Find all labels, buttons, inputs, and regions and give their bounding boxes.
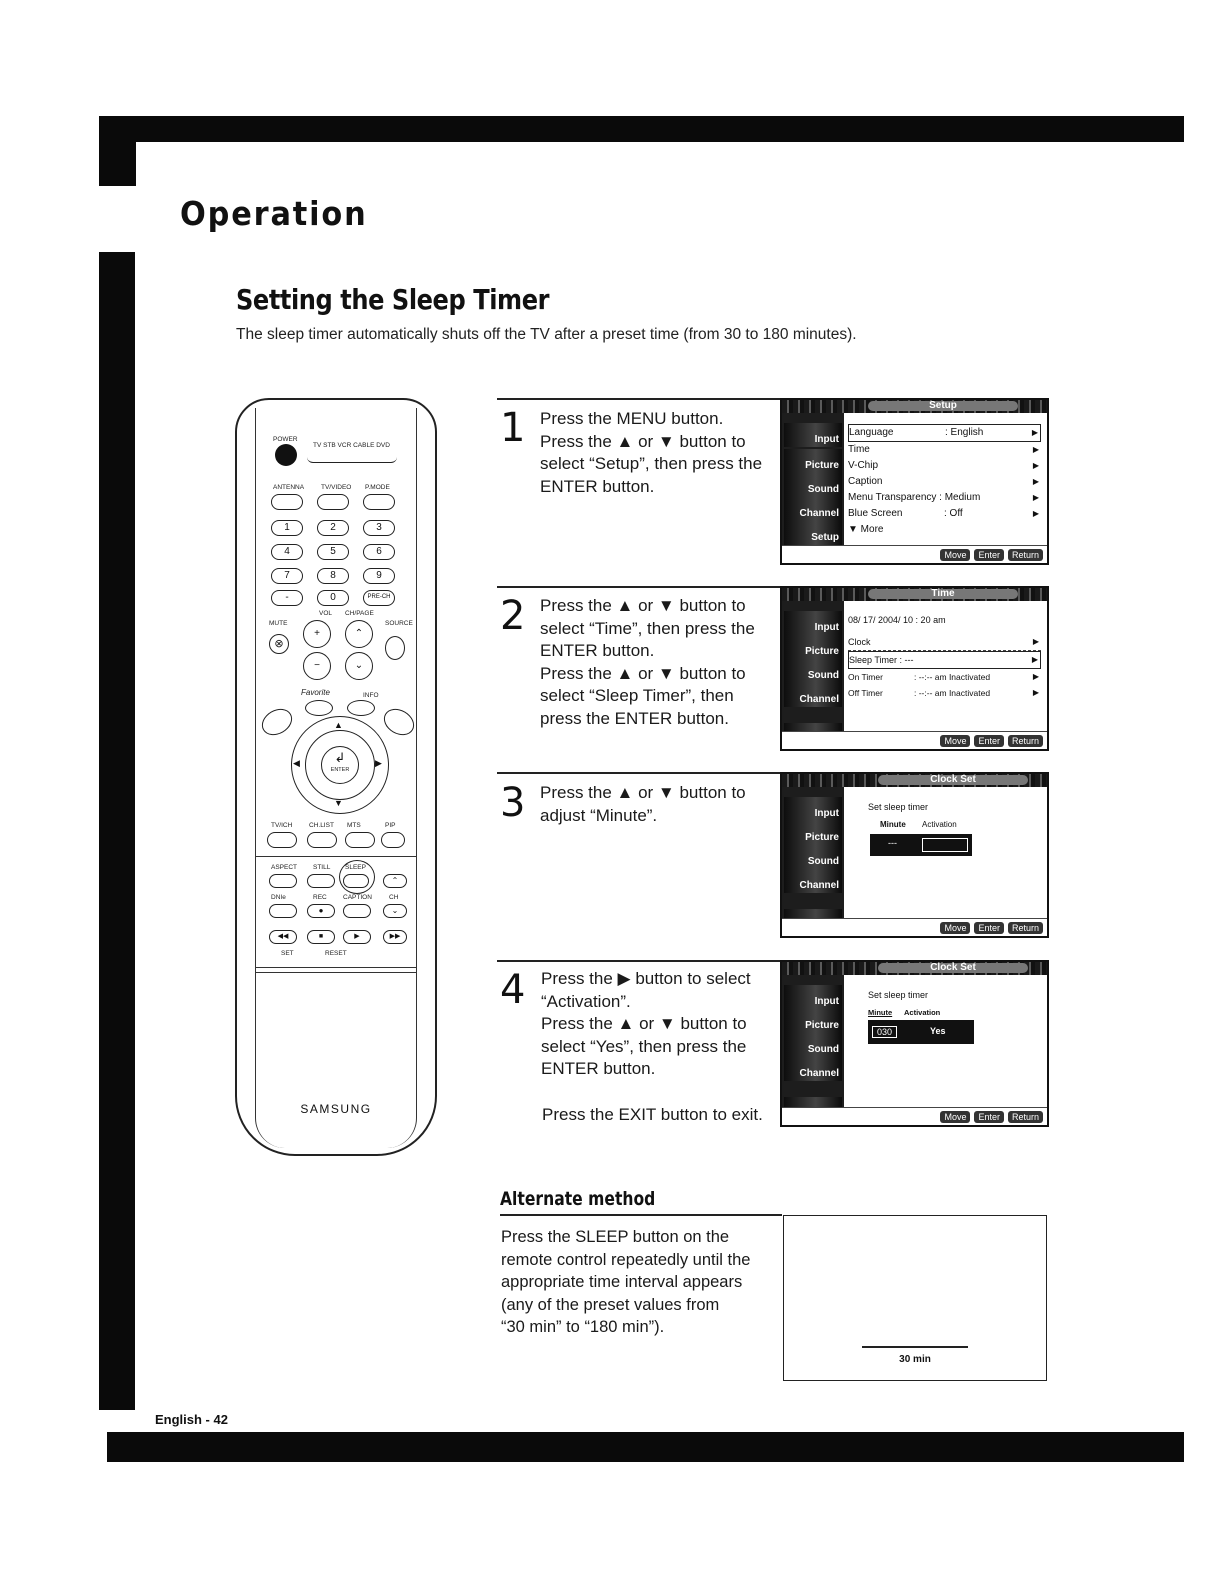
aspect-button xyxy=(269,874,297,888)
ch-label: CH/PAGE xyxy=(345,610,374,617)
osd-sidebar xyxy=(782,787,844,919)
num-button-0: 0 xyxy=(317,590,349,606)
lower-label-ch: CH xyxy=(389,894,399,901)
bottom-bar xyxy=(107,1432,1184,1462)
down-arrow-icon: ▼ xyxy=(334,798,343,808)
osd-row-time: Time ▶ xyxy=(848,442,1041,458)
step-4-text: Press the ▶ button to select “Activation”. Press the ▲ or ▼ button to select “Yes”, then press the ENTER button. xyxy=(541,969,751,1078)
lower-label-aspect: ASPECT xyxy=(271,864,298,871)
vol-up-button: + xyxy=(303,620,331,648)
dnie-button xyxy=(269,904,297,918)
osd-minute-value: 030 xyxy=(872,1026,897,1038)
ch-up-button: ⌃ xyxy=(345,620,373,648)
favorite-button xyxy=(305,700,333,716)
osd-side-channel: Channel xyxy=(784,683,842,707)
num-button-1: 1 xyxy=(271,520,303,536)
osd-sidebar xyxy=(782,975,844,1108)
info-button xyxy=(347,700,375,716)
osd-row-off-timer: Off Timer : --:-- am Inactivated ▶ xyxy=(848,685,1041,701)
step-3-number: 3 xyxy=(500,780,526,826)
sleep-display-value: 30 min xyxy=(899,1354,931,1365)
chevron-right-icon: ▶ xyxy=(1032,672,1039,681)
osd-side-input: Input xyxy=(784,423,842,447)
num-button-9: 9 xyxy=(363,568,395,584)
osd-title: Time xyxy=(868,589,1018,599)
osd-activation-label: Activation xyxy=(922,820,957,829)
still-button xyxy=(307,874,335,888)
chevron-right-icon: ▶ xyxy=(1032,493,1039,502)
num-button-8: 8 xyxy=(317,568,349,584)
osd-screen-time xyxy=(780,586,1049,751)
osd-screen-clock-set-2 xyxy=(780,960,1049,1127)
step-4-exit-text: Press the EXIT button to exit. xyxy=(542,1105,763,1124)
osd-title: Clock Set xyxy=(878,775,1028,785)
mts-button xyxy=(345,832,375,848)
mute-label: MUTE xyxy=(269,620,288,627)
step-2-rule xyxy=(497,586,782,588)
osd-sidebar xyxy=(782,413,844,546)
osd-datetime: 08/ 17/ 2004/ 10 : 20 am xyxy=(848,615,946,625)
ch-down-button: ⌄ xyxy=(345,652,373,680)
osd-side-sound: Sound xyxy=(784,473,842,497)
lower-label-caption: CAPTION xyxy=(343,894,372,901)
tv-ich-button xyxy=(267,832,297,848)
osd-side-setup: Setup xyxy=(784,521,842,545)
page-heading: Setting the Sleep Timer xyxy=(236,283,550,316)
osd-sidebar xyxy=(782,601,844,732)
num-button-3: 3 xyxy=(363,520,395,536)
bottom-label-3: PIP xyxy=(385,822,396,829)
bottom-label-1: CH.LIST xyxy=(309,822,334,829)
alternate-method-rule xyxy=(500,1214,782,1216)
rec-button: ● xyxy=(307,904,335,918)
chevron-right-icon: ▶ xyxy=(1032,477,1039,486)
sleep-display-underline xyxy=(862,1346,968,1348)
osd-side-sound: Sound xyxy=(784,845,842,869)
top-label-1: TV/VIDEO xyxy=(321,484,352,491)
step-1-number: 1 xyxy=(500,405,526,451)
enter-button: ↲ ENTER xyxy=(321,746,359,784)
osd-footer: Move Enter Return xyxy=(782,545,1047,563)
osd-side-channel: Channel xyxy=(784,1057,842,1081)
osd-activation-field xyxy=(922,838,968,852)
alternate-method-text: Press the SLEEP button on the remote control repeatedly until the appropriate time interval appears (any of the preset values from “30 min” to “180 min”). xyxy=(501,1228,751,1336)
antenna-button xyxy=(271,494,303,510)
ch-down-small-button: ⌄ xyxy=(383,904,407,918)
left-bar xyxy=(99,252,135,1410)
osd-row-vchip: V-Chip ▶ xyxy=(848,458,1041,474)
osd-side-picture: Picture xyxy=(784,449,842,473)
dash-button: - xyxy=(271,590,303,606)
osd-row-bluescreen: Blue Screen : Off ▶ xyxy=(848,506,1041,522)
remote-control-illustration xyxy=(235,398,437,1156)
osd-activation-value: Yes xyxy=(930,1026,946,1036)
osd-row-caption: Caption ▶ xyxy=(848,474,1041,490)
osd-side-channel: Channel xyxy=(784,497,842,521)
osd-side-input: Input xyxy=(784,797,842,821)
rewind-button: ◀◀ xyxy=(269,930,297,944)
play-pause-button: ▶ xyxy=(343,930,371,944)
osd-side-input: Input xyxy=(784,611,842,635)
ch-up-small-button: ⌃ xyxy=(383,874,407,888)
step-4-rule xyxy=(497,960,782,962)
num-button-5: 5 xyxy=(317,544,349,560)
lower-label-dnie: DNIe xyxy=(271,894,286,901)
step-3-rule xyxy=(497,772,782,774)
osd-activation-label: Activation xyxy=(904,1008,941,1017)
chevron-right-icon: ▶ xyxy=(1031,655,1038,664)
osd-minute-label: Minute xyxy=(868,1008,893,1017)
step-2-text: Press the ▲ or ▼ button to select “Time”, then press the ENTER button. Press the ▲ or ▼ button to select “Sleep Timer”, then press the ENTER button. xyxy=(540,596,755,728)
osd-side-picture: Picture xyxy=(784,635,842,659)
lower-label-rec: REC xyxy=(313,894,327,901)
tv-video-button xyxy=(317,494,349,510)
right-arrow-icon: ▶ xyxy=(375,758,382,768)
osd-side-picture: Picture xyxy=(784,821,842,845)
osd-sleep-heading: Set sleep timer xyxy=(868,802,929,812)
pre-ch-button: PRE-CH xyxy=(363,590,395,606)
stop-button: ■ xyxy=(307,930,335,944)
set-label: SET xyxy=(281,950,294,957)
bottom-label-2: MTS xyxy=(347,822,361,829)
ch-list-button xyxy=(307,832,337,848)
section-title: Operation xyxy=(180,194,368,233)
pip-button xyxy=(381,832,405,848)
osd-time-menu xyxy=(848,612,1041,701)
num-button-7: 7 xyxy=(271,568,303,584)
osd-setup-menu xyxy=(848,424,1041,538)
brand-label: SAMSUNG xyxy=(300,1102,372,1116)
step-3-text: Press the ▲ or ▼ button to adjust “Minute”. xyxy=(540,783,746,825)
chevron-right-icon: ▶ xyxy=(1032,637,1039,646)
osd-footer: Move Enter Return xyxy=(782,918,1047,936)
osd-side-input: Input xyxy=(784,985,842,1009)
top-label-2: P.MODE xyxy=(365,484,390,491)
left-arrow-icon: ◀ xyxy=(293,758,300,768)
page-number: English - 42 xyxy=(155,1412,228,1427)
osd-row-clock: Clock ▶ xyxy=(848,634,1041,651)
osd-side-sound: Sound xyxy=(784,1033,842,1057)
step-1-rule xyxy=(497,398,782,400)
chevron-right-icon: ▶ xyxy=(1032,461,1039,470)
step-4-number: 4 xyxy=(500,967,526,1013)
osd-side-sound: Sound xyxy=(784,659,842,683)
top-label-0: ANTENNA xyxy=(273,484,305,491)
osd-sleep-heading: Set sleep timer xyxy=(868,990,929,1000)
vol-label: VOL xyxy=(319,610,333,617)
osd-row-language: Language : English ▶ xyxy=(848,424,1041,442)
osd-minute-label: Minute xyxy=(880,820,906,829)
osd-title: Clock Set xyxy=(878,963,1028,973)
num-button-6: 6 xyxy=(363,544,395,560)
step-1-text: Press the MENU button. Press the ▲ or ▼ button to select “Setup”, then press the ENTER button. xyxy=(540,409,763,496)
num-button-2: 2 xyxy=(317,520,349,536)
power-button xyxy=(275,444,297,466)
favorite-label: Favorite xyxy=(301,688,330,697)
mode-indicator xyxy=(307,454,397,463)
p-mode-button xyxy=(363,494,395,510)
osd-minute-value: --- xyxy=(888,838,897,848)
osd-row-transparency: Menu Transparency : Medium ▶ xyxy=(848,490,1041,506)
osd-side-picture: Picture xyxy=(784,1009,842,1033)
osd-row-on-timer: On Timer : --:-- am Inactivated ▶ xyxy=(848,669,1041,685)
ff-button: ▶▶ xyxy=(383,930,407,944)
osd-title: Setup xyxy=(868,401,1018,411)
sleep-display-box xyxy=(783,1215,1047,1381)
bottom-label-0: TV/ICH xyxy=(271,822,293,829)
left-bar-top xyxy=(99,116,136,186)
chevron-right-icon: ▶ xyxy=(1031,428,1038,437)
osd-side-channel: Channel xyxy=(784,869,842,893)
alternate-method-title: Alternate method xyxy=(500,1188,656,1210)
chevron-right-icon: ▶ xyxy=(1032,509,1039,518)
remote-lower-divider xyxy=(255,972,417,973)
info-label: INFO xyxy=(363,692,379,699)
mode-labels: TV STB VCR CABLE DVD xyxy=(313,442,390,449)
mute-button: ⊗ xyxy=(269,634,289,654)
step-2-number: 2 xyxy=(500,593,526,639)
caption-button xyxy=(343,904,371,918)
vol-down-button: − xyxy=(303,652,331,680)
top-bar xyxy=(99,116,1184,142)
power-label: POWER xyxy=(273,436,298,443)
osd-footer: Move Enter Return xyxy=(782,731,1047,749)
lower-label-still: STILL xyxy=(313,864,331,871)
osd-row-sleep-timer: Sleep Timer : --- ▶ xyxy=(848,651,1041,669)
intro-text: The sleep timer automatically shuts off the TV after a preset time (from 30 to 180 minutes). xyxy=(236,326,857,343)
osd-screen-clock-set-1 xyxy=(780,772,1049,938)
source-button xyxy=(385,636,405,660)
lower-label-sleep: SLEEP xyxy=(345,864,366,871)
osd-screen-setup xyxy=(780,398,1049,565)
sleep-button xyxy=(343,874,369,888)
osd-footer: Move Enter Return xyxy=(782,1107,1047,1125)
chevron-right-icon: ▶ xyxy=(1032,445,1039,454)
chevron-right-icon: ▶ xyxy=(1032,688,1039,697)
enter-icon: ↲ xyxy=(334,750,346,765)
source-label: SOURCE xyxy=(385,620,413,627)
up-arrow-icon: ▲ xyxy=(334,720,343,730)
osd-row-more: ▼ More xyxy=(848,524,884,535)
reset-label: RESET xyxy=(325,950,347,957)
num-button-4: 4 xyxy=(271,544,303,560)
